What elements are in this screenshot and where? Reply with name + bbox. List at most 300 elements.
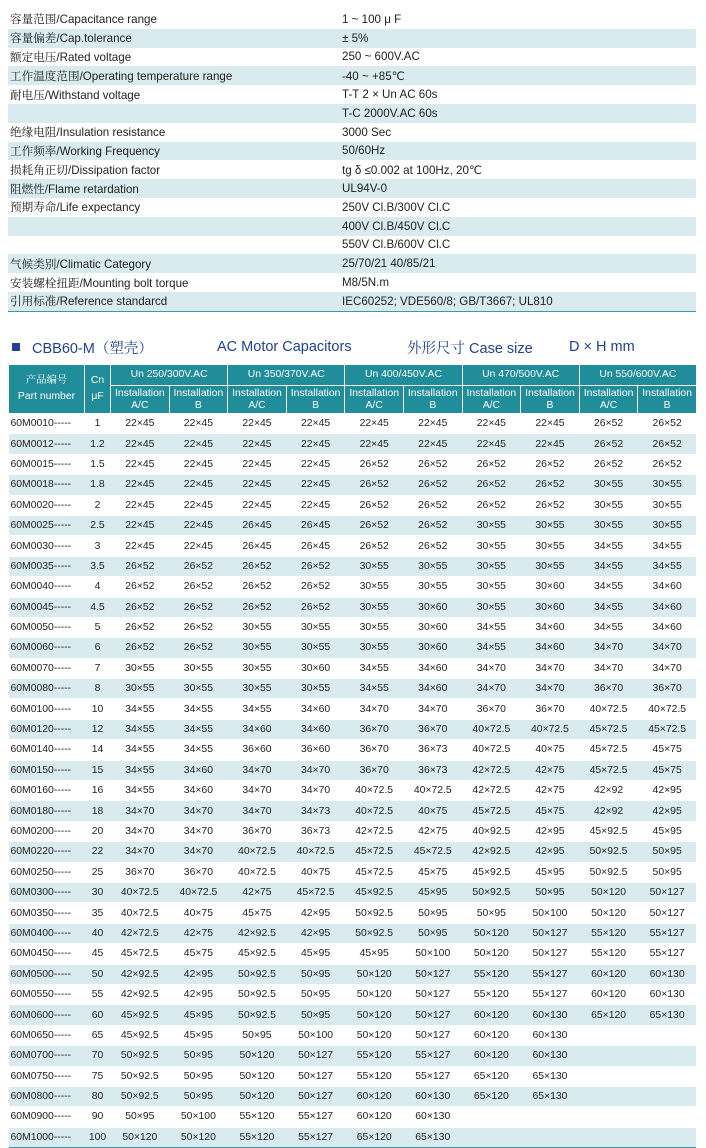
table-row (9, 882, 697, 902)
size-cell: 22×45 (169, 414, 228, 434)
size-cell: 50×120 (111, 1127, 170, 1147)
size-cell: 22×45 (111, 414, 170, 434)
part-number-cell: 60M0012----- (9, 434, 85, 454)
size-cell: 22×45 (228, 475, 287, 495)
size-cell: 30×55 (169, 658, 228, 678)
size-cell: 36×60 (286, 740, 345, 760)
size-cell: 50×127 (638, 882, 697, 902)
size-cell: 34×60 (638, 617, 697, 637)
size-cell (638, 1127, 697, 1147)
size-cell: 30×55 (403, 577, 462, 597)
size-cell: 40×72.5 (579, 699, 638, 719)
table-row (9, 597, 697, 617)
size-cell: 30×55 (638, 515, 697, 535)
part-number-cell: 60M0200----- (9, 821, 85, 841)
size-cell: 34×70 (521, 679, 580, 699)
capacitance-cell: 70 (85, 1046, 111, 1066)
capacitance-cell: 40 (85, 923, 111, 943)
size-cell: 36×70 (579, 679, 638, 699)
installation-header-line2: B (312, 399, 320, 411)
size-cell: 45×75 (638, 760, 697, 780)
size-cell: 22×45 (111, 536, 170, 556)
size-cell: 30×55 (111, 658, 170, 678)
size-cell: 50×120 (579, 882, 638, 902)
capacitance-cell: 22 (85, 842, 111, 862)
size-cell: 30×55 (286, 679, 345, 699)
size-cell: 45×92.5 (345, 882, 404, 902)
spec-value: 3000 Sec (342, 125, 391, 139)
size-cell: 40×72.5 (345, 801, 404, 821)
spec-value: 1 ~ 100 μ F (342, 12, 402, 26)
spec-label: 气候类别/Climatic Category (10, 257, 152, 271)
size-cell: 34×70 (638, 658, 697, 678)
size-cell: 36×70 (111, 862, 170, 882)
size-cell: 36×70 (169, 862, 228, 882)
size-cell: 50×92.5 (111, 1086, 170, 1106)
part-number-cell: 60M0700----- (9, 1046, 85, 1066)
size-cell: 50×95 (169, 1086, 228, 1106)
size-cell: 50×127 (286, 1066, 345, 1086)
size-cell: 30×60 (403, 617, 462, 637)
part-number-header (9, 365, 85, 414)
size-cell: 26×52 (638, 434, 697, 454)
part-number-cell: 60M0350----- (9, 903, 85, 923)
size-cell: 26×52 (403, 495, 462, 515)
size-cell: 42×92.5 (462, 842, 521, 862)
size-cell: 30×60 (403, 638, 462, 658)
capacitance-cell: 80 (85, 1086, 111, 1106)
size-cell: 34×60 (638, 577, 697, 597)
size-cell: 45×75 (638, 740, 697, 760)
size-cell: 34×70 (228, 760, 287, 780)
installation-header-line1: Installation (642, 387, 692, 399)
size-cell: 40×72.5 (462, 719, 521, 739)
size-cell: 34×55 (579, 536, 638, 556)
size-cell: 22×45 (228, 454, 287, 474)
part-number-cell: 60M0040----- (9, 577, 85, 597)
section-heading (8, 336, 698, 358)
size-cell: 26×52 (462, 495, 521, 515)
size-cell: 34×55 (111, 781, 170, 801)
table-row (9, 801, 697, 821)
part-number-cell: 60M0015----- (9, 454, 85, 474)
size-cell: 42×95 (521, 842, 580, 862)
bullet-square-icon (12, 343, 20, 351)
size-cell: 30×55 (169, 679, 228, 699)
capacitance-cell: 16 (85, 781, 111, 801)
size-cell: 45×72.5 (403, 842, 462, 862)
size-cell: 26×52 (579, 454, 638, 474)
spec-row (8, 273, 696, 292)
spec-label: 绝缘电阻/Insulation resistance (10, 126, 166, 140)
size-cell: 60×130 (403, 1107, 462, 1127)
spec-table (8, 10, 696, 311)
size-cell: 40×72.5 (169, 882, 228, 902)
size-cell: 42×72.5 (462, 781, 521, 801)
size-cell: 50×95 (403, 903, 462, 923)
spec-value: 250 ~ 600V.AC (342, 50, 420, 64)
size-cell: 45×95 (403, 882, 462, 902)
size-cell: 45×95 (521, 862, 580, 882)
size-cell: 22×45 (169, 475, 228, 495)
size-cell: 50×120 (169, 1127, 228, 1147)
size-cell: 30×60 (403, 597, 462, 617)
size-cell: 40×72.5 (521, 719, 580, 739)
size-cell: 65×120 (579, 1005, 638, 1025)
size-cell: 45×72.5 (111, 944, 170, 964)
size-cell: 50×127 (286, 1086, 345, 1106)
size-cell: 50×100 (403, 944, 462, 964)
size-cell: 50×95 (111, 1107, 170, 1127)
size-cell: 36×70 (403, 719, 462, 739)
size-cell: 42×92 (579, 781, 638, 801)
table-body (9, 414, 697, 1148)
size-cell: 30×55 (228, 638, 287, 658)
size-cell: 60×120 (345, 1086, 404, 1106)
size-cell: 22×45 (286, 414, 345, 434)
size-cell: 34×70 (462, 658, 521, 678)
part-number-cell: 60M0080----- (9, 679, 85, 699)
spec-value: IEC60252; VDE560/8; GB/T3667; UL810 (342, 294, 553, 308)
size-cell: 40×75 (521, 740, 580, 760)
size-cell: 22×45 (169, 495, 228, 515)
part-number-cell: 60M0600----- (9, 1005, 85, 1025)
size-cell: 30×55 (521, 536, 580, 556)
size-cell: 34×60 (638, 597, 697, 617)
size-cell: 55×120 (579, 923, 638, 943)
capacitance-cell: 20 (85, 821, 111, 841)
installation-header (111, 386, 170, 414)
capacitance-header-unit: μF (91, 391, 104, 402)
size-cell: 30×55 (462, 536, 521, 556)
size-cell: 42×95 (169, 964, 228, 984)
installation-header-line2: A/C (365, 399, 383, 411)
size-cell: 34×70 (462, 679, 521, 699)
installation-header (403, 386, 462, 414)
size-cell: 50×92.5 (345, 903, 404, 923)
size-cell: 26×52 (228, 577, 287, 597)
size-cell: 34×55 (579, 597, 638, 617)
size-cell: 30×55 (638, 495, 697, 515)
size-cell: 34×60 (228, 719, 287, 739)
spec-value: UL94V-0 (342, 182, 388, 196)
part-number-cell: 60M0250----- (9, 862, 85, 882)
installation-header-line1: Installation (407, 387, 458, 399)
size-cell: 34×55 (169, 719, 228, 739)
size-cell: 42×72.5 (111, 923, 170, 943)
size-cell: 34×55 (169, 740, 228, 760)
size-cell: 26×52 (462, 454, 521, 474)
spec-label: 容量偏差/Cap.tolerance (10, 32, 132, 46)
size-cell: 42×95 (638, 781, 697, 801)
size-cell: 22×45 (111, 454, 170, 474)
size-cell: 36×70 (345, 760, 404, 780)
size-cell: 65×130 (638, 1005, 697, 1025)
table-row (9, 515, 697, 535)
size-cell: 40×92.5 (462, 821, 521, 841)
size-cell: 34×70 (228, 801, 287, 821)
size-cell: 34×55 (579, 556, 638, 576)
spec-value: 250V Cl.B/300V Cl.C (342, 200, 451, 214)
size-cell: 40×72.5 (228, 842, 287, 862)
spec-label: 工作频率/Working Frequency (10, 144, 160, 158)
size-cell: 55×127 (286, 1127, 345, 1147)
capacitance-cell: 35 (85, 903, 111, 923)
size-cell: 50×120 (345, 1025, 404, 1045)
part-number-header-cn: 产品编号 (25, 375, 68, 386)
part-number-cell: 60M0450----- (9, 944, 85, 964)
size-cell: 40×75 (286, 862, 345, 882)
size-cell: 45×72.5 (462, 801, 521, 821)
part-number-cell: 60M0018----- (9, 475, 85, 495)
size-cell: 34×55 (111, 699, 170, 719)
size-cell: 22×45 (111, 495, 170, 515)
size-cell: 40×75 (169, 903, 228, 923)
size-cell: 40×72.5 (228, 862, 287, 882)
table-row (9, 658, 697, 678)
size-cell: 45×72.5 (345, 862, 404, 882)
size-cell: 34×55 (345, 658, 404, 678)
size-cell: 42×95 (638, 801, 697, 821)
size-cell: 26×52 (111, 556, 170, 576)
spec-bottom-rule (8, 311, 696, 312)
capacitance-cell: 25 (85, 862, 111, 882)
capacitance-cell: 50 (85, 964, 111, 984)
size-cell: 22×45 (521, 414, 580, 434)
size-cell: 30×55 (462, 577, 521, 597)
size-cell (521, 1107, 580, 1127)
size-cell: 26×52 (345, 536, 404, 556)
installation-header-line2: B (663, 399, 671, 411)
size-cell: 34×73 (286, 801, 345, 821)
capacitance-cell: 3 (85, 536, 111, 556)
capacitance-header (85, 365, 111, 414)
size-cell: 40×72.5 (111, 903, 170, 923)
installation-header-line2: A/C (248, 399, 266, 411)
size-cell: 42×92 (579, 801, 638, 821)
size-cell: 50×95 (521, 882, 580, 902)
size-cell: 26×52 (403, 454, 462, 474)
spec-label: 阻燃性/Flame retardation (10, 182, 139, 196)
size-cell: 26×52 (521, 454, 580, 474)
installation-header-line1: Installation (114, 387, 165, 399)
size-cell: 55×120 (228, 1107, 287, 1127)
size-cell: 55×127 (403, 1046, 462, 1066)
size-cell: 36×70 (521, 699, 580, 719)
size-cell: 40×72.5 (286, 842, 345, 862)
size-cell: 45×72.5 (345, 842, 404, 862)
table-row (9, 638, 697, 658)
size-cell: 34×70 (579, 658, 638, 678)
spec-row (8, 292, 696, 311)
table-row (9, 1025, 697, 1045)
size-cell: 40×72.5 (638, 699, 697, 719)
part-number-cell: 60M0010----- (9, 414, 85, 434)
size-cell: 60×130 (521, 1025, 580, 1045)
installation-header (579, 386, 638, 414)
size-cell: 34×60 (286, 699, 345, 719)
size-cell: 50×92.5 (579, 862, 638, 882)
size-cell: 26×52 (111, 597, 170, 617)
capacitance-cell: 55 (85, 984, 111, 1004)
size-cell: 50×92.5 (462, 882, 521, 902)
part-number-cell: 60M0030----- (9, 536, 85, 556)
part-number-cell: 60M0650----- (9, 1025, 85, 1045)
installation-header (462, 386, 521, 414)
size-cell: 50×92.5 (345, 923, 404, 943)
capacitance-cell: 10 (85, 699, 111, 719)
size-cell: 45×92.5 (579, 821, 638, 841)
size-cell: 30×55 (579, 495, 638, 515)
size-cell: 65×130 (403, 1127, 462, 1147)
size-cell: 50×127 (521, 944, 580, 964)
part-number-cell: 60M0220----- (9, 842, 85, 862)
size-cell: 50×120 (228, 1046, 287, 1066)
size-cell: 45×92.5 (111, 1005, 170, 1025)
size-cell: 60×120 (345, 1107, 404, 1127)
size-cell: 36×70 (345, 740, 404, 760)
size-cell: 50×100 (286, 1025, 345, 1045)
capacitance-cell: 60 (85, 1005, 111, 1025)
size-cell: 55×127 (638, 944, 697, 964)
table-row (9, 556, 697, 576)
size-cell: 50×92.5 (228, 984, 287, 1004)
size-cell: 45×75 (521, 801, 580, 821)
size-cell: 36×70 (345, 719, 404, 739)
part-number-cell: 60M0900----- (9, 1107, 85, 1127)
size-cell: 22×45 (286, 454, 345, 474)
size-cell: 22×45 (462, 434, 521, 454)
size-cell (579, 1066, 638, 1086)
capacitance-cell: 100 (85, 1127, 111, 1147)
size-cell: 22×45 (521, 434, 580, 454)
size-cell: 34×60 (169, 781, 228, 801)
spec-value: 400V Cl.B/450V Cl.C (342, 219, 451, 233)
size-cell: 55×120 (228, 1127, 287, 1147)
size-cell: 45×95 (638, 821, 697, 841)
size-cell: 26×45 (286, 515, 345, 535)
capacitance-cell: 12 (85, 719, 111, 739)
size-cell (579, 1127, 638, 1147)
size-cell: 22×45 (286, 434, 345, 454)
size-cell: 26×52 (169, 638, 228, 658)
spec-value: 550V Cl.B/600V Cl.C (342, 238, 451, 252)
size-cell: 34×70 (111, 801, 170, 821)
size-cell: 26×52 (462, 475, 521, 495)
size-cell: 22×45 (111, 475, 170, 495)
size-cell: 50×127 (286, 1046, 345, 1066)
capacitance-cell: 15 (85, 760, 111, 780)
size-cell: 26×52 (111, 638, 170, 658)
size-cell: 34×55 (462, 617, 521, 637)
spec-label: 预期寿命/Life expectancy (10, 201, 141, 215)
size-cell: 34×70 (169, 821, 228, 841)
size-cell: 34×70 (286, 760, 345, 780)
size-cell: 50×95 (638, 862, 697, 882)
size-cell: 42×95 (286, 923, 345, 943)
size-cell: 22×45 (169, 434, 228, 454)
table-row (9, 617, 697, 637)
size-cell: 65×120 (345, 1127, 404, 1147)
size-cell (638, 1107, 697, 1127)
table-row (9, 475, 697, 495)
size-cell: 22×45 (286, 495, 345, 515)
size-cell (579, 1086, 638, 1106)
size-cell: 50×120 (345, 984, 404, 1004)
table-row (9, 679, 697, 699)
size-cell: 50×100 (169, 1107, 228, 1127)
size-cell: 34×55 (579, 577, 638, 597)
size-cell: 55×120 (462, 964, 521, 984)
spec-row (8, 198, 696, 217)
part-number-cell: 60M0045----- (9, 597, 85, 617)
table-row (9, 760, 697, 780)
size-cell: 34×70 (638, 638, 697, 658)
size-cell: 50×92.5 (228, 964, 287, 984)
size-cell: 30×55 (462, 597, 521, 617)
size-cell: 42×72.5 (462, 760, 521, 780)
header-row-voltage (9, 365, 697, 386)
size-cell: 30×55 (462, 556, 521, 576)
size-cell: 50×120 (228, 1086, 287, 1106)
size-cell: 30×60 (521, 597, 580, 617)
size-cell: 50×92.5 (111, 1046, 170, 1066)
size-cell: 42×92.5 (111, 964, 170, 984)
size-cell: 30×55 (345, 617, 404, 637)
size-cell: 45×95 (169, 1025, 228, 1045)
table-row (9, 1107, 697, 1127)
size-cell: 22×45 (228, 414, 287, 434)
capacitance-cell: 90 (85, 1107, 111, 1127)
spec-value: -40 ~ +85℃ (342, 69, 405, 83)
size-cell: 42×95 (521, 821, 580, 841)
capacitance-cell: 1 (85, 414, 111, 434)
size-cell: 42×72.5 (345, 821, 404, 841)
part-number-cell: 60M0025----- (9, 515, 85, 535)
installation-header (169, 386, 228, 414)
size-cell (579, 1025, 638, 1045)
size-cell: 30×60 (286, 658, 345, 678)
capacitance-cell: 4.5 (85, 597, 111, 617)
size-cell: 45×92.5 (111, 1025, 170, 1045)
installation-header-line1: Installation (173, 387, 224, 399)
table-row (9, 1066, 697, 1086)
size-cell (579, 1107, 638, 1127)
size-cell: 50×95 (228, 1025, 287, 1045)
size-cell: 22×45 (169, 454, 228, 474)
size-cell: 65×120 (462, 1086, 521, 1106)
size-cell: 42×75 (169, 923, 228, 943)
part-number-cell: 60M0070----- (9, 658, 85, 678)
size-cell: 50×120 (579, 903, 638, 923)
size-cell: 30×55 (638, 475, 697, 495)
size-cell: 45×75 (169, 944, 228, 964)
table-row (9, 842, 697, 862)
size-cell: 45×72.5 (579, 740, 638, 760)
size-cell (462, 1127, 521, 1147)
size-cell: 65×130 (521, 1066, 580, 1086)
installation-header-line1: Installation (290, 387, 341, 399)
size-cell: 30×55 (228, 617, 287, 637)
size-cell: 30×55 (286, 617, 345, 637)
size-cell: 26×52 (345, 475, 404, 495)
part-number-cell: 60M0120----- (9, 719, 85, 739)
spec-label: 安装螺栓扭距/Mounting bolt torque (10, 276, 189, 290)
spec-row (8, 85, 696, 104)
size-cell: 34×70 (228, 781, 287, 801)
part-number-cell: 60M0550----- (9, 984, 85, 1004)
size-cell: 36×60 (228, 740, 287, 760)
